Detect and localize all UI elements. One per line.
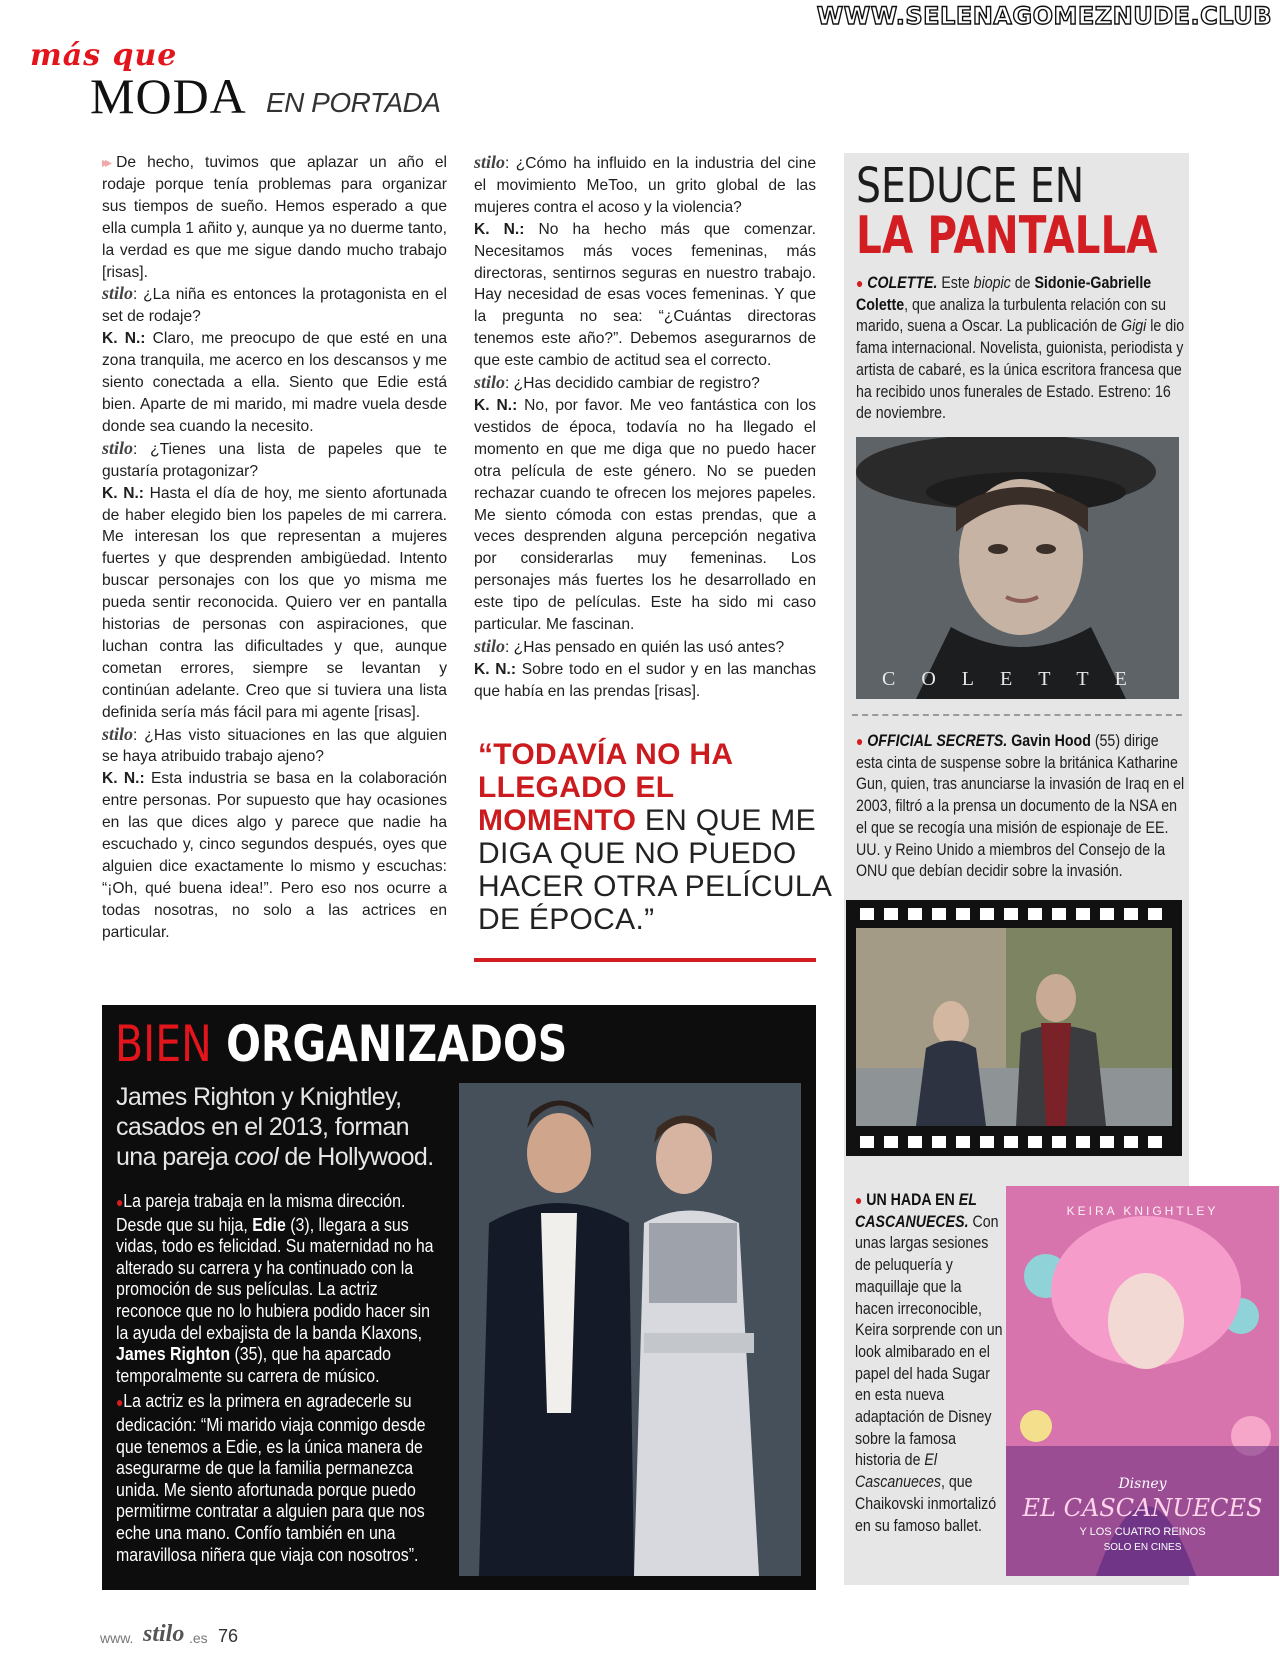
interviewer-label: stilo: [474, 372, 506, 393]
text-run: El Cascanueces: [855, 1451, 941, 1492]
pull-quote-rule: [474, 958, 816, 962]
text-run: Sidonie-Gabrielle Colette: [856, 274, 1152, 314]
text-run: (35), que ha aparcado temporalmente su carrera de músico.: [116, 1343, 392, 1386]
interview-paragraph: [102, 768, 447, 943]
bullet-icon: ●: [856, 275, 864, 291]
box-title: [115, 1015, 567, 1073]
interview-paragraph: [474, 395, 816, 636]
nutcracker-poster-image: [1006, 1186, 1279, 1576]
sidebar-title-line2: LA PANTALLA: [856, 206, 1158, 266]
interview-paragraph: [474, 659, 816, 703]
bullet-icon: ●: [855, 1192, 863, 1208]
interview-paragraph: [474, 636, 816, 659]
text-run: de: [1010, 274, 1035, 292]
page-number: 76: [218, 1626, 239, 1646]
text-run: UN HADA EN: [866, 1191, 959, 1209]
text-run: le dio fama internacional. Novelista, guionista, periodista y artista de cabaré, es la única escritora francesa que ha recibido unos funerales de Estado. Estreno: 16 de noviembre.: [856, 317, 1185, 423]
sidebar-divider: [852, 714, 1182, 716]
text-run: La actriz es la primera en agradecerle su dedicación: “Mi marido viaja conmigo desde que tenemos a Edie, es la única manera de asegurarme de que la familia permanezca unida. Me siento afortunada porque puedo permitirme contratar a alguien para que nos eche una mano. Confío también en una maravillosa niñera que viaja con nosotros”.: [116, 1390, 426, 1565]
paragraph-text: No ha hecho más que comenzar. Necesitamos más voces femeninas, más directoras, sentirnos seguras en nuestro trabajo. Hay necesidad de esas voces femeninas. Y que la pregunta no sea: “¿Cuántas directoras tenemos este año?”. Debemos asegurarnos de que este cambio de actitud sea el correcto.: [474, 220, 816, 370]
text-run: cool: [234, 1143, 278, 1171]
section-kicker: más que: [30, 38, 178, 73]
paragraph-text: No, por favor. Me veo fantástica con los vestidos de época, todavía no ha llegado el momento en que me diga que no puedo hacer otra película de este género. No se pueden rechazar cuando te ofrecen los mejores papeles. Me siento cómoda con estas prendas, que a veces desprenden alguna percepción negativa por considerarlas muy femeninas. Los personajes más fuertes los he desarrollado en este tipo de películas. Este ha sido mi caso particular. Me fascinan.: [474, 396, 816, 634]
article-column-2: [474, 152, 816, 703]
paragraph-text: : ¿Has pensado en quién las usó antes?: [505, 638, 785, 656]
interview-paragraph: [102, 328, 447, 438]
interviewer-label: stilo: [102, 283, 134, 304]
film-perforations: [860, 908, 1170, 920]
box-body: [116, 1190, 441, 1565]
interview-paragraph: [102, 483, 447, 724]
pull-quote-highlight: “TODAVÍA NO HA LLEGADO EL MOMENTO: [478, 738, 733, 837]
text-run: , que analiza la turbulenta relación con su marido, suena a Oscar. La publicación de: [856, 295, 1167, 336]
colette-lead: COLETTE.: [867, 274, 938, 292]
text-run: , que Chaikovski inmortalizó en su famoso ballet.: [855, 1473, 997, 1535]
couple-photo: [459, 1083, 801, 1576]
colette-blurb: [856, 273, 1185, 425]
interviewer-label: stilo: [474, 152, 506, 172]
pull-quote: [478, 738, 838, 936]
interview-paragraph: [102, 152, 447, 283]
box-paragraph-2: [116, 1390, 441, 1565]
continued-arrows-icon: ▸▸: [102, 154, 109, 170]
text-run: EL CASCANUECES.: [855, 1191, 977, 1231]
couple-photo-illustration: [459, 1083, 801, 1576]
poster-release: SOLO EN CINES: [1103, 1542, 1182, 1553]
official-secrets-blurb: [856, 731, 1185, 883]
bullet-icon: ●: [116, 1394, 124, 1411]
interview-paragraph: [474, 372, 816, 395]
nutcracker-blurb: [855, 1190, 1003, 1537]
interviewer-label: stilo: [474, 635, 506, 656]
watermark: WWW.SELENAGOMEZNUDE.CLUB: [816, 2, 1272, 30]
sidebar-title-line1: SEDUCE EN: [856, 158, 1085, 214]
text-run: Gigi: [1121, 317, 1147, 336]
interviewer-label: stilo: [102, 723, 134, 744]
film-strip-photo: [846, 900, 1182, 1156]
bullet-icon: ●: [856, 733, 864, 749]
box-title-white: ORGANIZADOS: [211, 1015, 568, 1073]
text-run: biopic: [973, 274, 1011, 292]
paragraph-text: : ¿Has visto situaciones en las que alguien se haya atribuido trabajo ajeno?: [102, 726, 447, 766]
interviewee-label: K. N.:: [102, 770, 145, 788]
official-secrets-still: [856, 928, 1172, 1126]
interviewee-label: K. N.:: [474, 396, 518, 414]
text-run: Este: [937, 274, 974, 292]
text-run: James Righton: [116, 1343, 231, 1365]
colette-portrait-illustration: [856, 437, 1179, 699]
paragraph-text: Claro, me preocupo de que esté en una zona tranquila, me acerco en los descansos y me siento conectada a ella. Siento que Edie está bien. Aparte de mi marido, mi madre vuela desde donde sea cuando la necesito.: [102, 330, 447, 435]
interviewee-label: K. N.:: [102, 330, 146, 348]
interview-paragraph: [474, 219, 816, 372]
interviewer-label: stilo: [102, 437, 134, 458]
poster-actor-name: KEIRA KNIGHTLEY: [1066, 1204, 1219, 1218]
interview-paragraph: [102, 438, 447, 483]
footer-tld: .es: [189, 1630, 208, 1646]
text-run: (55) dirige esta cinta de suspense sobre la británica Katharine Gun, quien, tras anunciarse la invasión de Iraq en el 2003, filtró a la prensa un documento de la NSA en el que se recogía una misión de espionaje de EE. UU. y Reino Unido a miembros del Consejo de la ONU que debían decidir sobre la invasión.: [856, 732, 1185, 881]
box-subtitle: [116, 1082, 441, 1172]
text-run: (3), llegara a sus vidas, todo es felicidad. Su maternidad no ha alterado su carrera y ha continuado con la promoción de sus películas. La actriz reconoce que no lo hubiera podido hacer sin la ayuda del exbajista de la banda Klaxons,: [116, 1213, 434, 1343]
colette-poster-image: [856, 437, 1179, 699]
footer-www: www.: [100, 1630, 134, 1646]
film-perforations: [860, 1136, 1170, 1148]
poster-title: EL CASCANUECES: [1022, 1494, 1263, 1522]
text-run: Gavin Hood: [1007, 732, 1091, 750]
article-column-1: [102, 152, 447, 944]
interviewee-label: K. N.:: [474, 220, 525, 238]
text-run: de Hollywood.: [277, 1143, 434, 1171]
paragraph-text: De hecho, tuvimos que aplazar un año el rodaje porque tenía problemas para organizar sus tiempos de sueño. Hemos esperado a que ella cumpla 1 añito y, aunque ya no duerme tanto, la verdad es que me sigue dando mucho trabajo [risas].: [102, 154, 447, 281]
poster-brand: Disney: [1118, 1476, 1167, 1492]
paragraph-text: Hasta el día de hoy, me siento afortunada de haber elegido bien los papeles de mi carrera. Me interesan los que representan a mujeres fuertes y que desprenden ambigüedad. Intento buscar personajes con los que yo misma me pueda sentir reconocida. Quiero ver en pantalla historias de personas con aspiraciones, que luchan contra las dificultades y que, aunque cometan errores, siempre se levantan y continúan adelante. Creo que si tuviera una lista definida sería más fácil para mi agente [risas].: [102, 484, 447, 721]
paragraph-text: : ¿Tienes una lista de papeles que te gustaría protagonizar?: [102, 440, 447, 480]
interviewee-label: K. N.:: [474, 660, 517, 678]
bullet-icon: ●: [116, 1194, 124, 1210]
text-run: James Righton y Knightley, casados en el 2013, forman una pareja: [116, 1083, 409, 1171]
box-title-red: BIEN: [115, 1015, 212, 1073]
poster-subtitle: Y LOS CUATRO REINOS: [1079, 1526, 1206, 1538]
footer-brand: stilo: [143, 1621, 185, 1647]
section-title: MODA: [90, 68, 247, 124]
pull-quote-rest: EN QUE ME DIGA QUE NO PUEDO HACER OTRA PELÍCULA DE ÉPOCA.”: [478, 804, 831, 936]
paragraph-text: : ¿Cómo ha influido en la industria del cine el movimiento MeToo, un grito global de las mujeres contra el acoso y la violencia?: [474, 155, 816, 216]
paragraph-text: : ¿Has decidido cambiar de registro?: [505, 375, 760, 393]
interview-paragraph: [102, 283, 447, 328]
paragraph-text: Sobre todo en el sudor y en las manchas que había en las prendas [risas].: [474, 660, 816, 700]
text-run: Con unas largas sesiones de peluquería y maquillaje que la hacen irreconocible, Keira sorprende con un look almibarado en el papel del hada Sugar en esta nueva adaptación de Disney sobre la famosa historia de: [855, 1212, 1003, 1470]
official-lead: OFFICIAL SECRETS.: [867, 732, 1008, 750]
interview-paragraph: [102, 724, 447, 769]
text-run: La pareja trabaja en la misma dirección. Desde que su hija,: [116, 1190, 406, 1235]
paragraph-text: Esta industria se basa en la colaboración entre personas. Por supuesto que hay ocasiones en las que dices algo y parece que nadie ha escuchado y, cinco segundos después, oyes que alguien dice exactamente lo mismo y escuchas: “¡Oh, qué buena idea!”. Pero eso nos ocurre a todas nosotras, no solo a las actrices en particular.: [102, 770, 447, 941]
interview-paragraph: [474, 152, 816, 219]
paragraph-text: : ¿La niña es entonces la protagonista en el set de rodaje?: [102, 286, 447, 326]
text-run: Edie: [252, 1213, 286, 1235]
colette-poster-title: COLETTE: [882, 668, 1153, 690]
section-subtitle: EN PORTADA: [266, 87, 441, 118]
box-paragraph-1: [116, 1190, 441, 1386]
interviewee-label: K. N.:: [102, 484, 144, 502]
film-still-illustration: [856, 928, 1172, 1126]
